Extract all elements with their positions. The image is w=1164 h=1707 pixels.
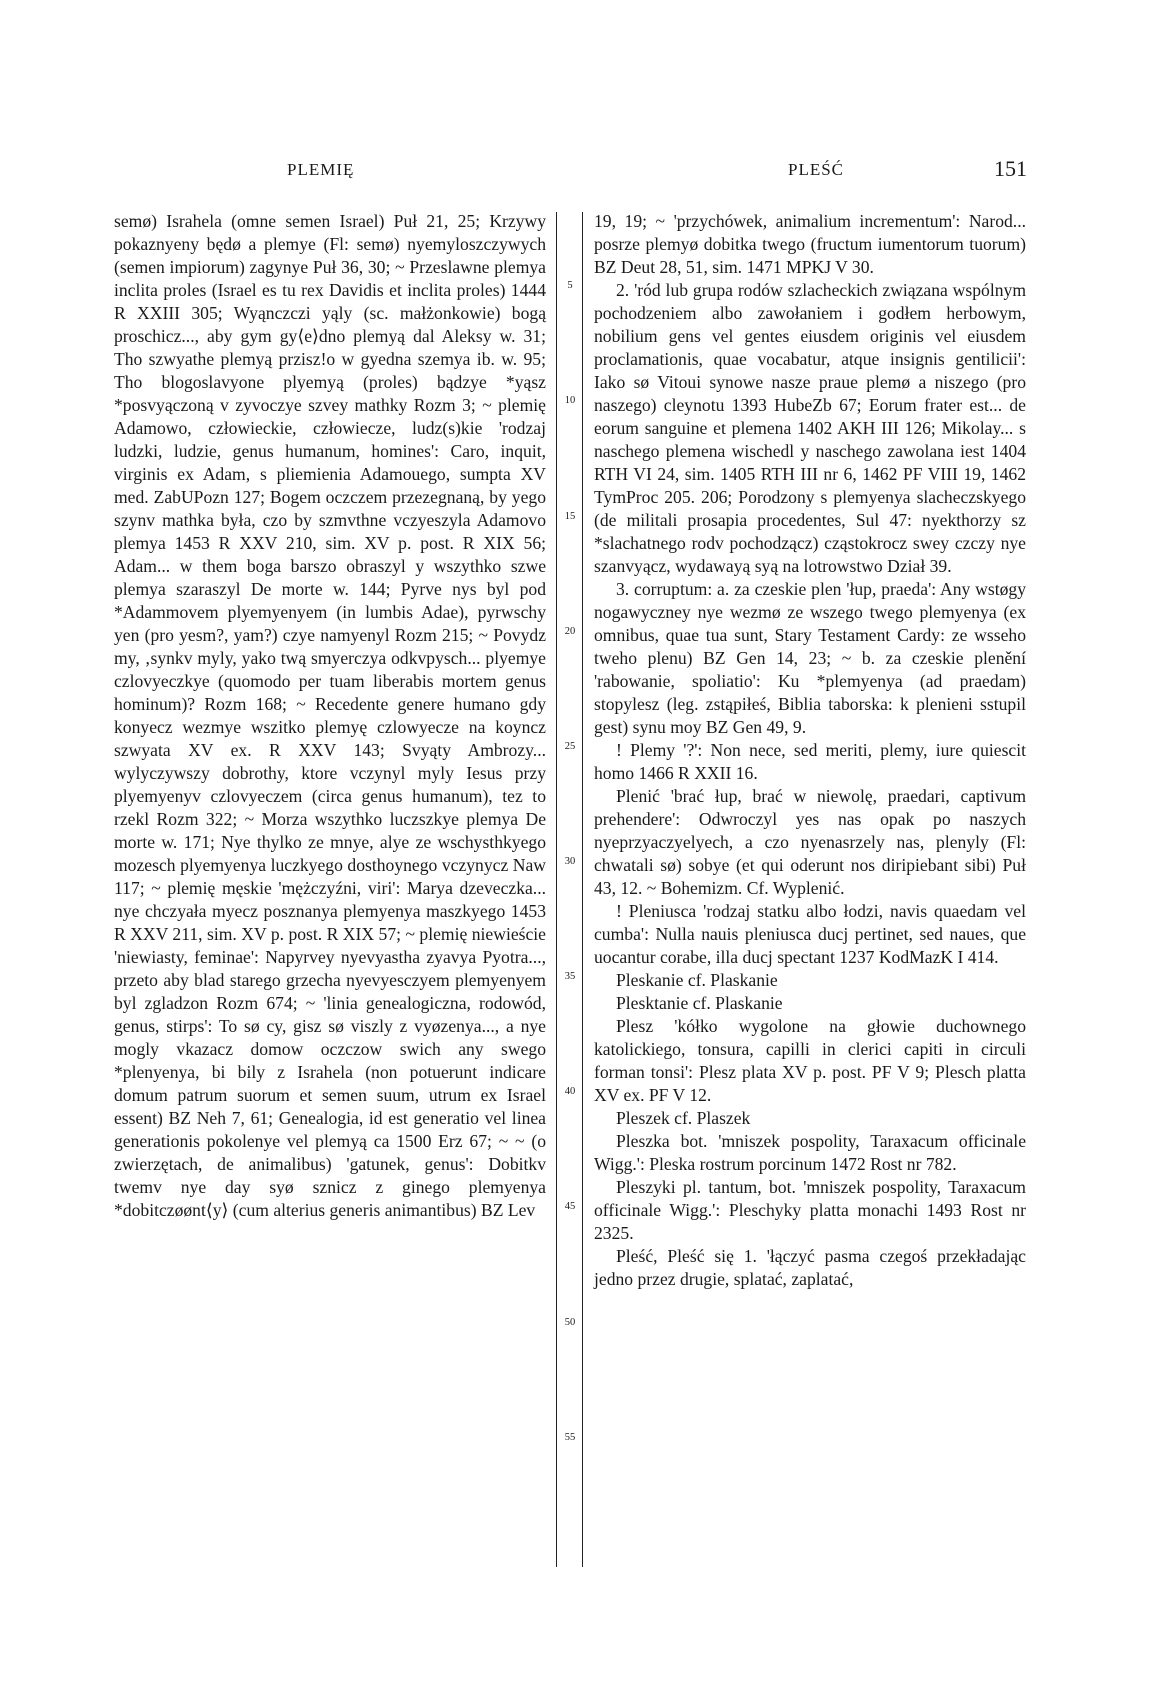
entry-paragraph: Pleszyki pl. tantum, bot. 'mniszek pospolity, Taraxacum officinale Wigg.': Pleschyky platta monachi 1493 Rost nr 2325. [594,1177,1026,1243]
line-number: 40 [564,1086,576,1097]
line-number: 15 [564,511,576,522]
line-number: 50 [564,1317,576,1328]
entry-paragraph: Pleszek cf. Plaszek [616,1108,751,1128]
right-column [594,210,1026,1291]
page-number: 151 [994,156,1027,181]
line-number: 55 [564,1432,576,1443]
entry-paragraph: ! Plemy '?': Non nece, sed meriti, plemy, iure quiescit homo 1466 R XXII 16. [594,740,1026,783]
entry-paragraph: 3. corruptum: a. za czeskie plen 'łup, praeda': Any wstøgy nogawyczney nye wezmø ze wszego twego plemyenya (ex omnibus, quae tua sunt, Stary Testament Cardy: ze wsseho tweho plenu) BZ Gen 14, 23; ~ b. za czeskie plenění 'rabowanie, spoliatio': Ku *plemyenya (ad praedam) stopylesz (leg. zstąpiłeś, Biblia taborska: k plenieni sstupil gest) synu moy BZ Gen 49, 9. [594,579,1026,737]
entry-paragraph: Plenić 'brać łup, brać w niewolę, praedari, captivum prehendere': Odwroczyl yes nas opak po naszych nyeprzyaczyelyech, a czo nyenasrzely nas, plenyly (Fl: chwatali sø) sobye (et qui oderunt nos diripiebant sibi) Puł 43, 12. ~ Bohemizm. Cf. Wyplenić. [594,786,1026,898]
line-number: 30 [564,856,576,867]
entry-paragraph: semø) Israhela (omne semen Israel) Puł 21, 25; Krzywy pokaznyeny będø a plemye (Fl: semø) nyemyloszczywych (semen impiorum) zagynye Puł 36, 30; ~ Przeslawne plemya inclita proles (Israel es tu rex Davidis et inclita proles) 1444 R XXIII 305; Wyąnczczi yąly (sc. małżonkowie) bogą proschicz..., aby gym gy⟨e⟩dno plemyą dal Aleksy w. 31; Tho szwyathe plemyą przisz!o w gyedna szemya ib. w. 95; Tho blogoslavyone plyemyą (proles) bądzye *yąsz *posvyączoną v zyvoczye szvey mathky Rozm 3; ~ plemię Adamowo, człowieckie, człowiecze, ludz(s)kie 'rodzaj ludzki, ludzie, genus humanum, homines': Caro, inquit, virginis ex Adam, s pliemienia Adamouego, sumpta XV med. ZabUPozn 127; Bogem oczczem przezegnaną, by yego szynv mathka była, czo by szmvthne vczyeszyla Adamovo plemya 1453 R XXV 210, sim. XV p. post. R XIX 56; Adam... w them boga barszo obraszyl y wszythko szwe plemya szaraszyl De morte w. 144; Pyrve nys byl pod *Adammovem plyemyenyem (in lumbis Adae), pyrwschy yen (pro yesm?, yam?) czye namyenyl Rozm 215; ~ Povydz my, ‚synkv myly, yako twą smyerczya odkvpysch... plyemye czlovyeczkye (quomodo per tuam liberabis mortem genus hominum)? Rozm 168; ~ Recedente genere humano gdy konyecz wezmye wszitko plemyę czlowyecze na koyncz szwyata XV ex. R XXV 143; Svyąty Ambrozy... wylyczywszy dobrothy, ktore vczynyl myly Iesus przy plyemyenyv czlovyeczem (circa genus humanum), tez to rzekl Rozm 322; ~ Morza wszythko luczszkye plemya De morte w. 171; Nye thylko ze mnye, alye ze wschysthkyego mozesch plyemyenya luczkyego dosthoynego vczynycz Naw 117; ~ plemię męskie 'mężczyźni, viri': Marya dzeveczka... nye chczyała myecz posznanya plemyenya maszkyego 1453 R XXV 211, sim. XV p. post. R XIX 57; ~ plemię niewieście 'niewiasty, feminae': Napyrvey nyevyastha zyavya Pyotra..., przeto aby blad starego grzecha nyevyesczyem plemyenyem byl zgladzon Rozm 674; ~ 'linia genealogiczna, rodowód, genus, stirps': To sø cy, gisz sø viszly z vyøzenya..., a nye mogly vkazacz domow oczczow swich any swego *plenyenya, bi bily z Israhela (non potuerunt indicare domum patrum suorum et semen suum, utrum ex Israel essent) BZ Neh 7, 61; Genealogia, id est generatio vel linea generationis pokolenye vel plemyą ca 1500 Erz 67; ~ ~ (o zwierzętach, de animalibus) 'gatunek, genus': Dobitkv twemv nye day syø sznicz z ginego plemyenya *dobitczøønt⟨y⟩ (cum alterius generis animantibus) BZ Lev [114,211,546,1220]
running-head-left: PLEMIĘ [287,160,355,179]
entry-paragraph: Pleszka bot. 'mniszek pospolity, Taraxacum officinale Wigg.': Pleska rostrum porcinum 1472 Rost nr 782. [594,1131,1026,1174]
entry-paragraph: 2. 'ród lub grupa rodów szlacheckich związana wspólnym pochodzeniem albo zawołaniem i godłem herbowym, nobilium gens vel gentes eiusdem originis vel eiusdem proclamationis, quae vocabatur, atque insignis gentilicii': Iako sø Vitoui synowe nasze praue plemø a niszego (pro naszego) cleynotu 1393 HubeZb 67; Eorum frater est... de eorum sanguine et plemena 1402 AKH III 126; Mikolay... s naschego plemena wischedl y naschego zawolana iest 1404 RTH VI 24, sim. 1405 RTH III nr 6, 1462 PF VIII 19, 1462 TymProc 205. 206; Porodzony s plemyenya slacheczskyego (de militali prosapia procedentes, Sul 47: nyekthorzy sz *slachatnego rodv pochodząсz) cząstokrocz swey czczy nye szanvyącz, wydawayą syą na lotrowstwo Dział 39. [594,280,1026,576]
line-number: 35 [564,971,576,982]
column-rule-left [556,212,557,1567]
line-number: 25 [564,741,576,752]
left-column [114,210,546,1222]
line-number: 45 [564,1201,576,1212]
entry-paragraph: 19, 19; ~ 'przychówek, animalium incrementum': Narod... posrze plemyø dobitka twego (fructum iumentorum tuorum) BZ Deut 28, 51, sim. 1471 MPKJ V 30. [594,211,1026,277]
column-rule-right [582,212,583,1567]
line-number: 5 [567,280,573,291]
running-head-right: PLEŚĆ [788,160,845,179]
line-number: 10 [564,395,576,406]
line-number: 20 [564,626,576,637]
entry-paragraph: Pleść, Pleść się 1. 'łączyć pasma czegoś przekładając jedno przez drugie, splatać, zaplatać, [594,1246,1026,1289]
entry-paragraph: Pleskanie cf. Plaskanie [616,970,778,990]
entry-paragraph: Plesz 'kółko wygolone na głowie duchownego katolickiego, tonsura, capilli in clerici capiti in circuli forman tonsi': Plesz plata XV p. post. PF V 9; Plesch platta XV ex. PF V 12. [594,1016,1026,1105]
entry-paragraph: Plesktanie cf. Plaskanie [616,993,783,1013]
entry-paragraph: ! Pleniusca 'rodzaj statku albo łodzi, navis quaedam vel cumba': Nulla nauis pleniusca ducj pertinet, sed naues, que uocantur corabe, illa ducj spectant 1237 KodMazK I 414. [594,901,1026,967]
